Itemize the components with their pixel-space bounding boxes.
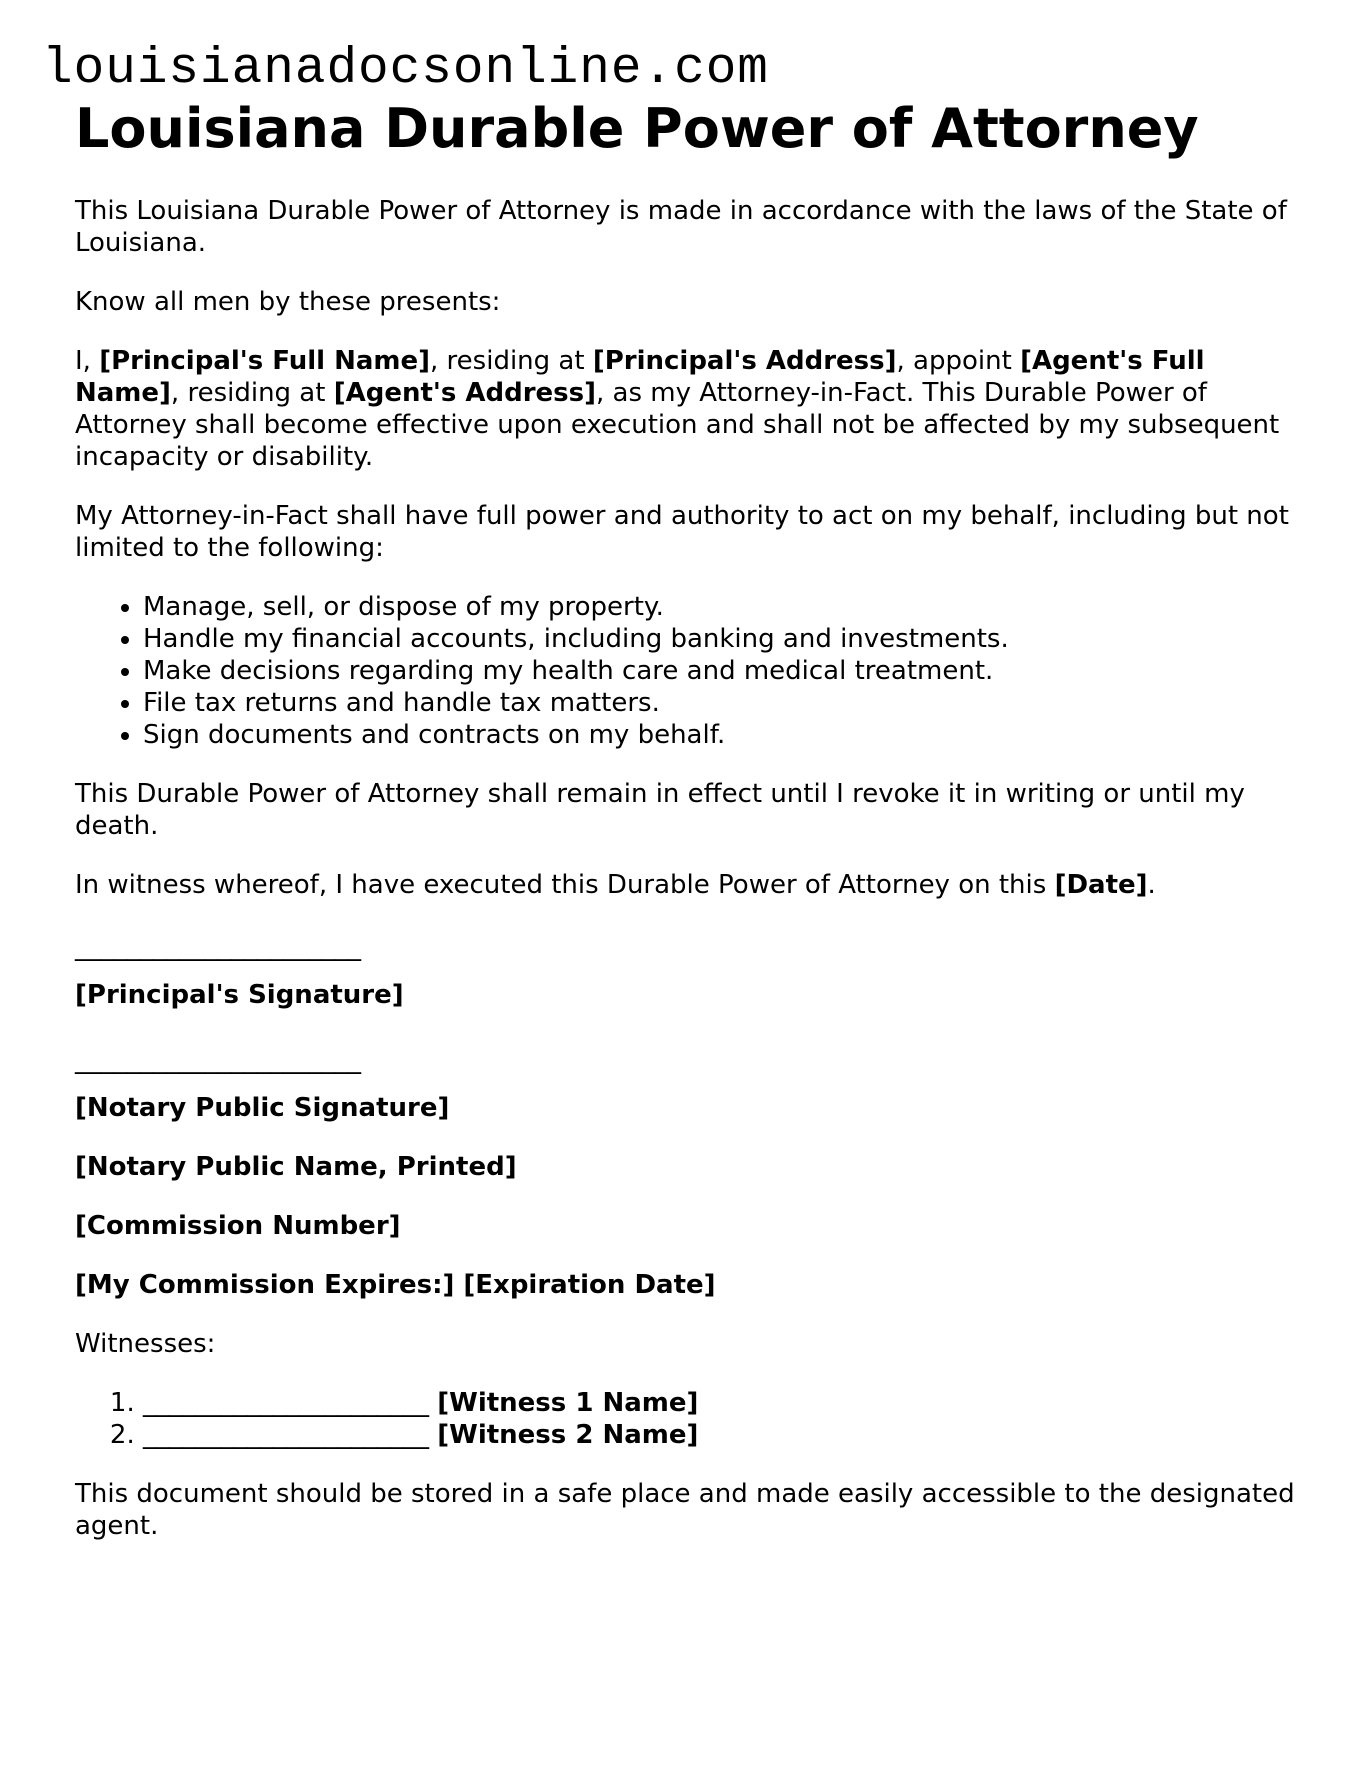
witnesses-list [75,1387,1300,1451]
site-watermark: louisianadocsonline.com [42,41,769,98]
power-item: • File tax returns and handle tax matters. [143,687,1300,719]
notary-signature-label: [Notary Public Signature] [75,1093,450,1123]
witness-clause-end: . [1147,870,1156,900]
power-item: • Manage, sell, or dispose of my property. [143,591,1300,623]
agent-name-placeholder: [Agent's Full Name] [75,346,1205,408]
notary-name-label: [Notary Public Name, Printed] [75,1152,517,1182]
witness-name-placeholder: [Witness 1 Name] [437,1388,699,1418]
power-item: • Handle my financial accounts, including banking and investments. [143,623,1300,655]
commission-number-label: [Commission Number] [75,1211,401,1241]
principal-address-placeholder: [Principal's Address] [592,346,897,376]
know-all-paragraph: Know all men by these presents: [75,287,501,317]
agent-address-placeholder: [Agent's Address] [333,378,597,408]
witness-item [143,1387,1300,1419]
witness-name-placeholder: [Witness 2 Name] [437,1420,699,1450]
intro-paragraph: This Louisiana Durable Power of Attorney is made in accordance with the laws of the State of Louisiana. [75,196,1287,258]
witness-item [143,1419,1300,1451]
appointment-text-4: , residing at [170,378,334,408]
commission-expires-label: [My Commission Expires:] [Expiration Date] [75,1270,716,1300]
witnesses-label: Witnesses: [75,1329,216,1359]
appointment-text-1: I, [75,346,100,376]
storage-note-paragraph: This document should be stored in a safe place and made easily accessible to the designated agent. [75,1479,1295,1541]
appointment-text-3: , appoint [896,346,1021,376]
principal-signature-label: [Principal's Signature] [75,980,404,1010]
appointment-text-2: , residing at [430,346,593,376]
witness-signature-line: ______________________ [143,1388,429,1418]
power-item: • Sign documents and contracts on my behalf. [143,719,1300,751]
duration-paragraph: This Durable Power of Attorney shall remain in effect until I revoke it in writing or until my death. [75,779,1245,841]
date-placeholder: [Date] [1054,870,1148,900]
principal-signature-line: ______________________ [75,932,361,962]
powers-list [75,591,1300,751]
notary-signature-line: ______________________ [75,1045,361,1075]
witness-clause-paragraph [75,869,1300,901]
witness-signature-line: ______________________ [143,1420,429,1450]
witness-clause-text: In witness whereof, I have executed this Durable Power of Attorney on this [75,870,1055,900]
appointment-text-5: , as my Attorney-in-Fact. This Durable Power of Attorney shall become effective upon execution and shall not be affected by my subsequent incapacity or disability. [75,378,1280,472]
principal-name-placeholder: [Principal's Full Name] [99,346,431,376]
appointment-paragraph [75,345,1300,473]
powers-intro-paragraph: My Attorney-in-Fact shall have full power and authority to act on my behalf, including but not limited to the following: [75,501,1289,563]
document-body [75,92,1300,1542]
power-item: • Make decisions regarding my health care and medical treatment. [143,655,1300,687]
document-title: Louisiana Durable Power of Attorney [75,97,1199,160]
